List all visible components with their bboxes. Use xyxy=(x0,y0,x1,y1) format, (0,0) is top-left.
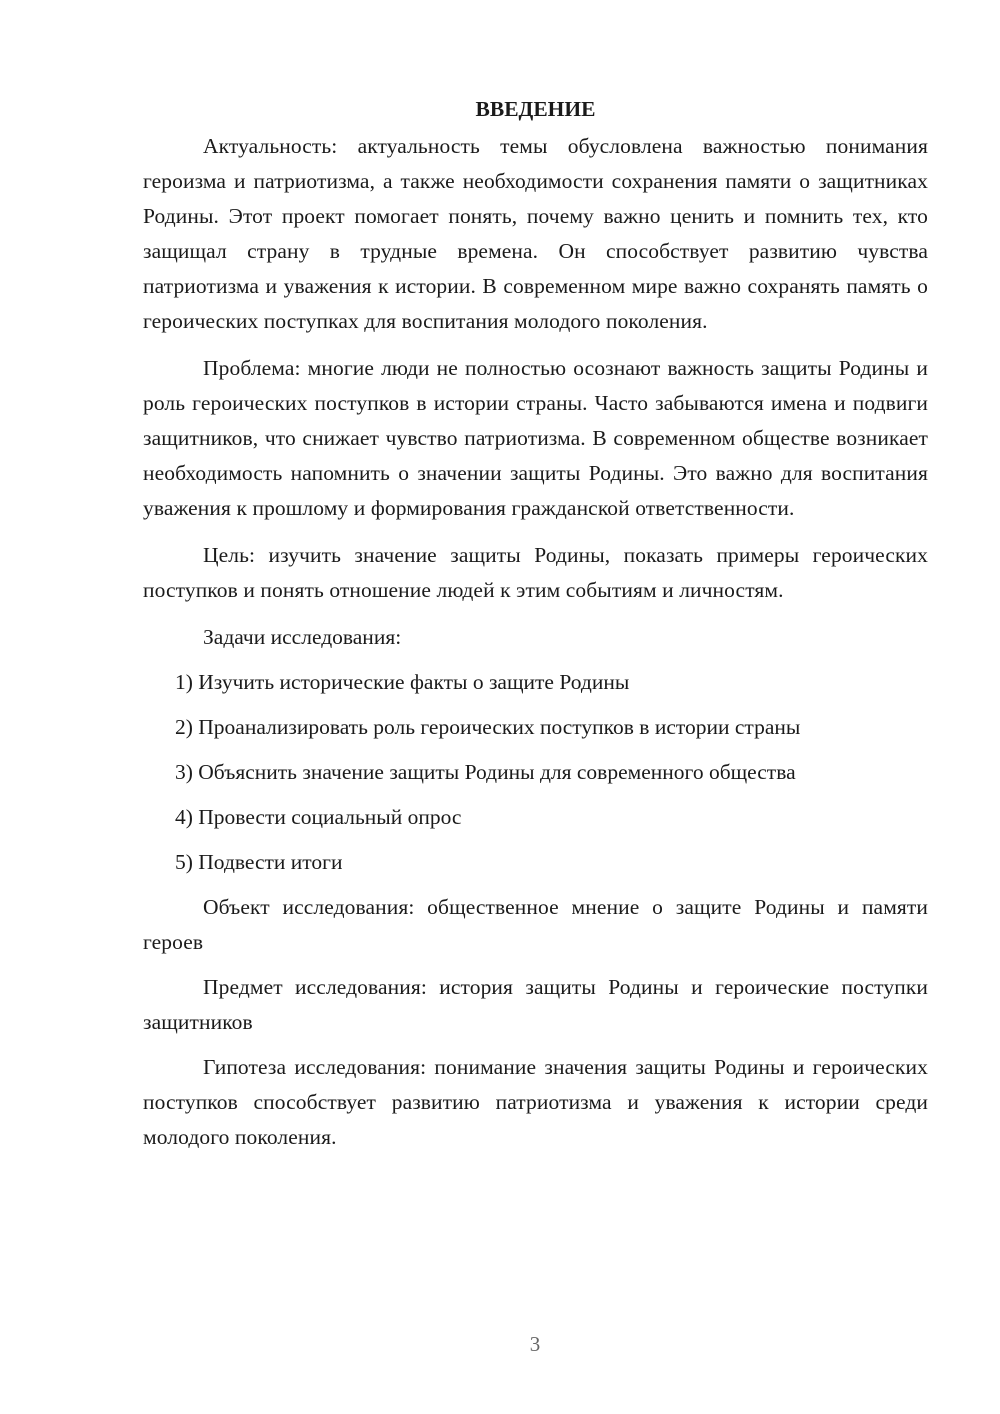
task-item-1: 1) Изучить исторические факты о защите Родины xyxy=(175,670,630,694)
document-page xyxy=(143,92,928,1165)
subject-paragraph: Предмет исследования: история защиты Родины и героические поступки защитников xyxy=(143,975,928,1034)
problem-paragraph: Проблема: многие люди не полностью осознают важность защиты Родины и роль героических поступков в истории страны. Часто забываются имена и подвиги защитников, что снижает чувство патриотизма. В современном обществе возникает необходимость напомнить о значении защиты Родины. Это важно для воспитания уважения к прошлому и формирования гражданской ответственности. xyxy=(143,356,928,520)
relevance-paragraph: Актуальность: актуальность темы обусловлена важностью понимания героизма и патриотизма, а также необходимости сохранения памяти о защитниках Родины. Этот проект помогает понять, почему важно ценить и помнить тех, кто защищал страну в трудные времена. Он способствует развитию чувства патриотизма и уважения к истории. В современном мире важно сохранять память о героических поступках для воспитания молодого поколения. xyxy=(143,134,928,333)
task-item-3: 3) Объяснить значение защиты Родины для современного общества xyxy=(175,760,796,784)
task-item-5: 5) Подвести итоги xyxy=(175,850,343,874)
task-item-4: 4) Провести социальный опрос xyxy=(175,805,462,829)
goal-paragraph: Цель: изучить значение защиты Родины, показать примеры героических поступков и понять отношение людей к этим событиям и личностям. xyxy=(143,543,928,602)
tasks-title: Задачи исследования: xyxy=(203,625,402,649)
section-heading: ВВЕДЕНИЕ xyxy=(475,97,596,121)
task-item-2: 2) Проанализировать роль героических поступков в истории страны xyxy=(175,715,801,739)
object-paragraph: Объект исследования: общественное мнение о защите Родины и памяти героев xyxy=(143,895,928,954)
tasks-list xyxy=(143,665,928,880)
page-number: 3 xyxy=(529,1332,541,1356)
hypothesis-paragraph: Гипотеза исследования: понимание значения защиты Родины и героических поступков способствует развитию патриотизма и уважения к истории среди молодого поколения. xyxy=(143,1055,928,1149)
